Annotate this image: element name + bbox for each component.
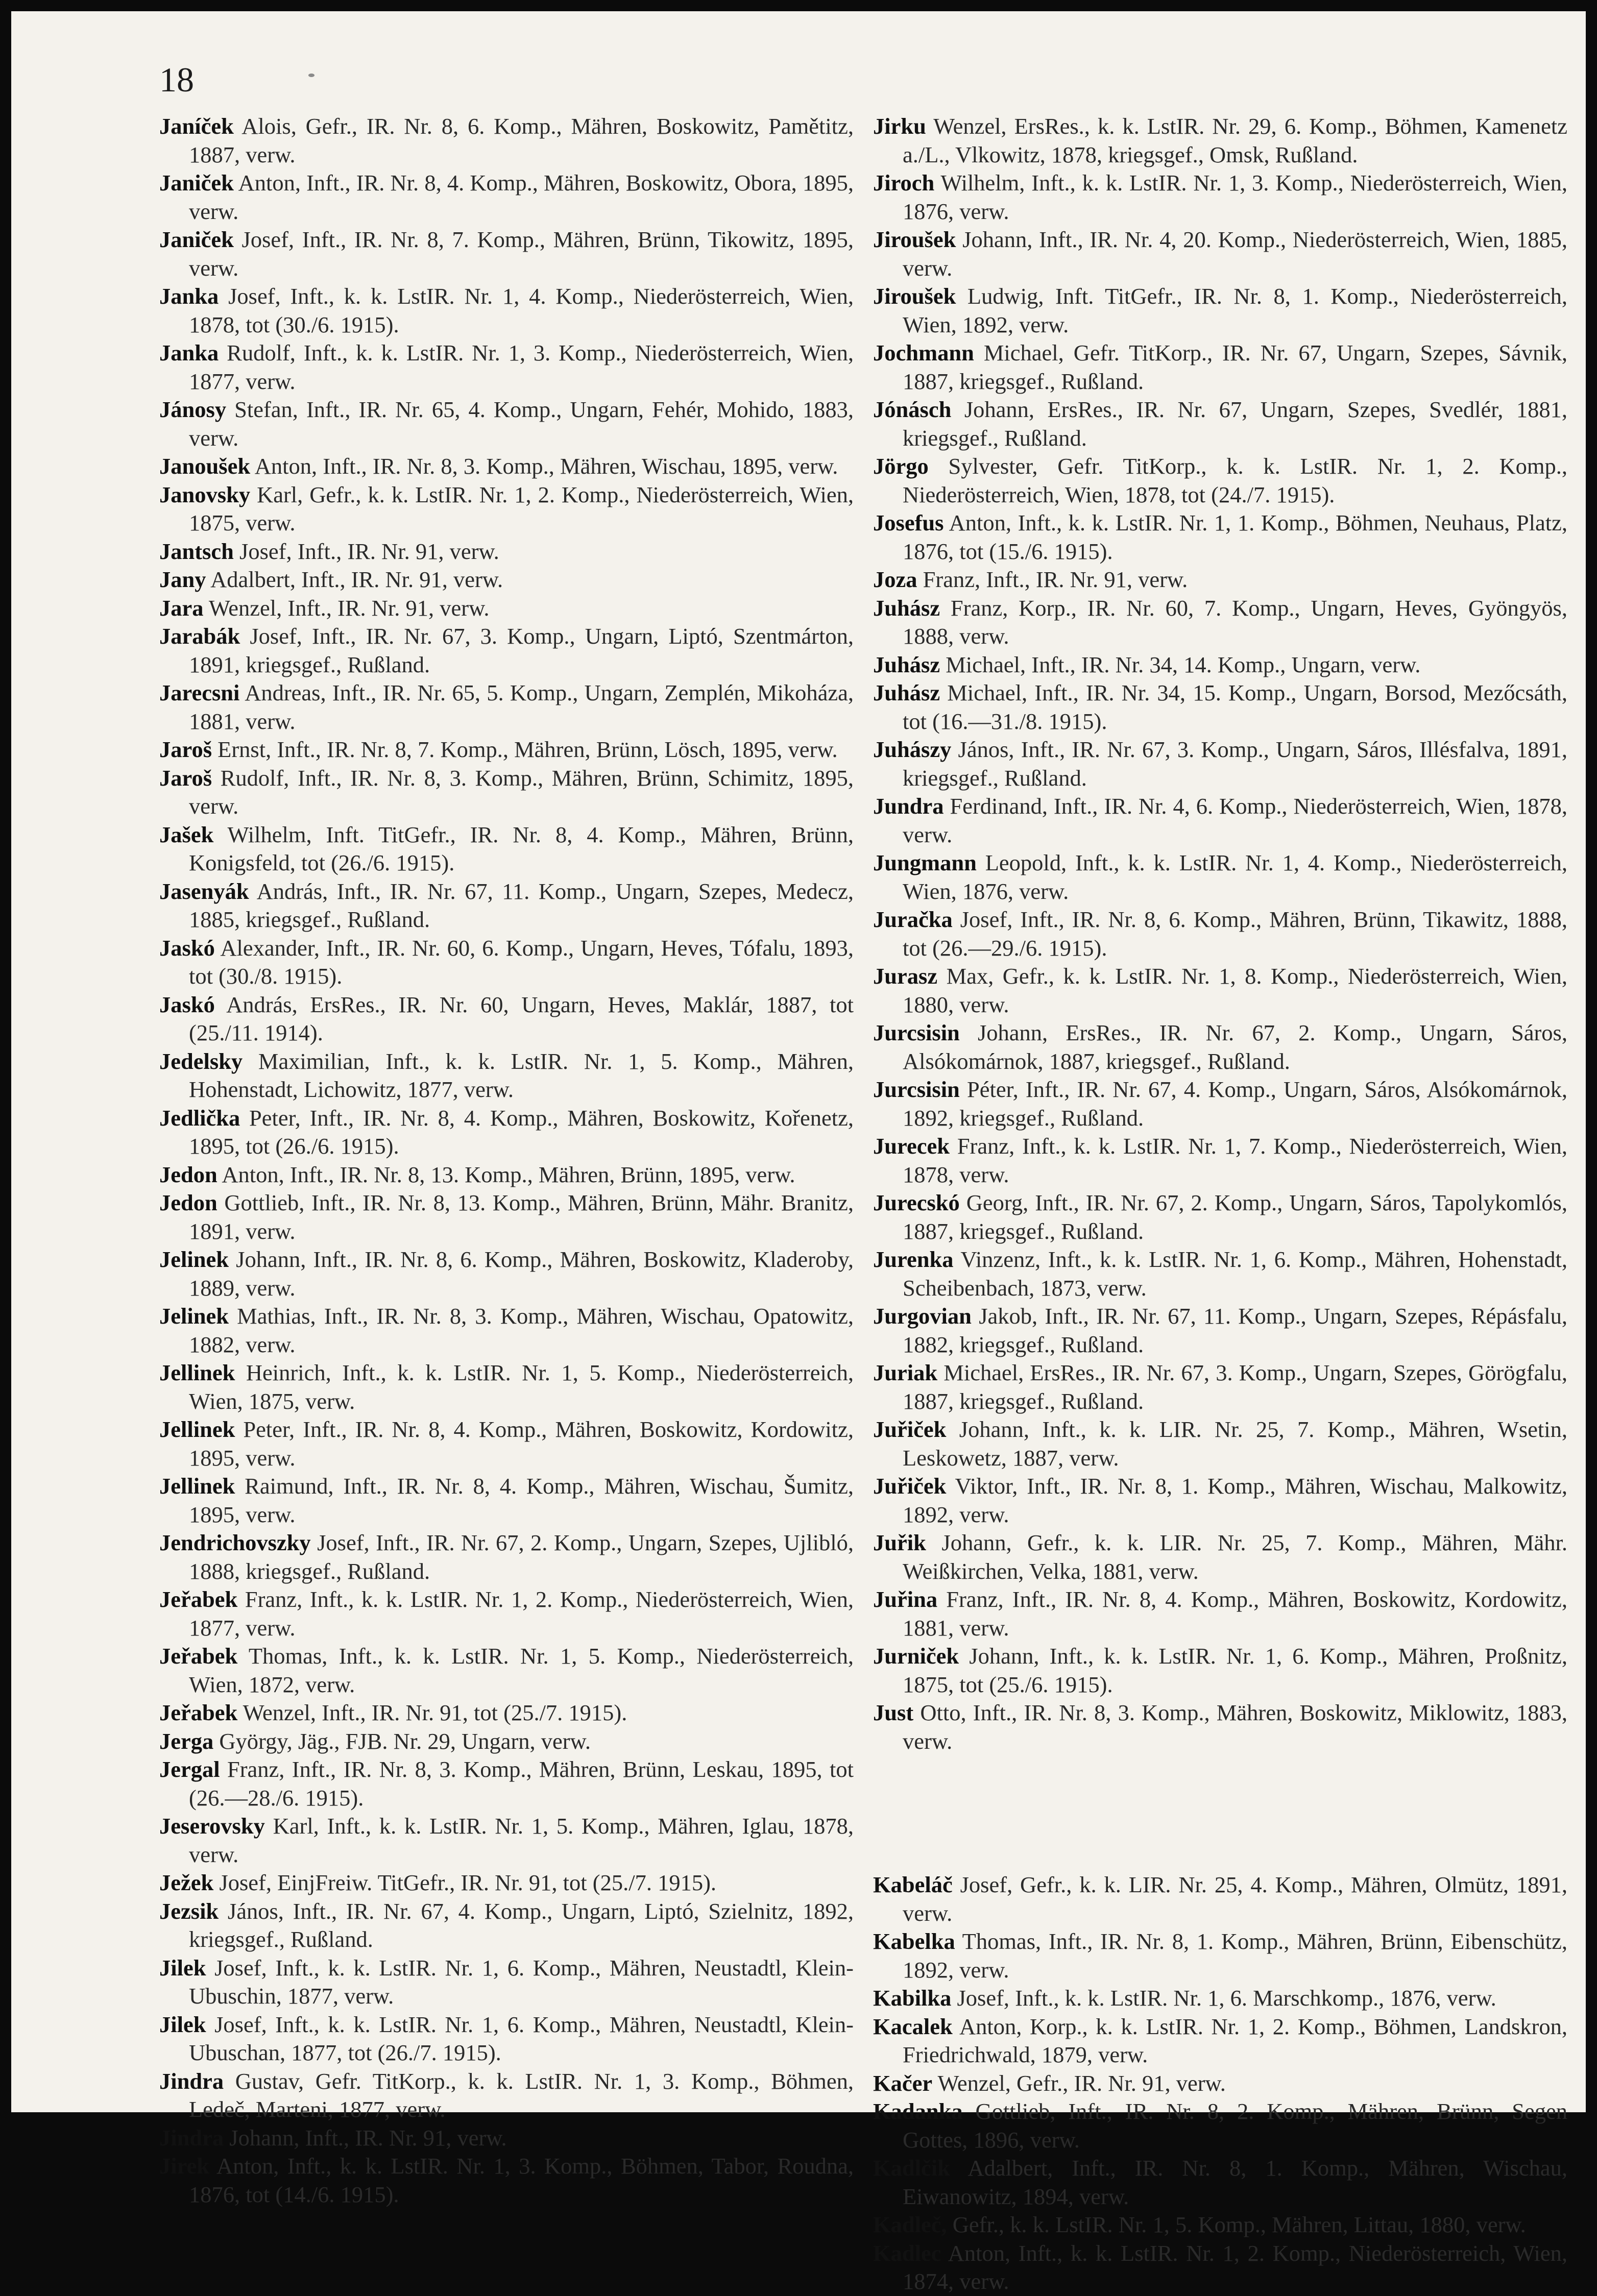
entry-surname: Jurenka <box>873 1247 954 1272</box>
list-item <box>159 1529 854 1585</box>
list-item <box>159 1812 854 1869</box>
list-item <box>159 1415 854 1472</box>
entry-surname: Jedelsky <box>159 1048 243 1074</box>
list-item <box>873 509 1567 566</box>
entry-surname: Jelinek <box>159 1247 229 1272</box>
list-item <box>873 452 1567 509</box>
list-item <box>159 282 854 339</box>
list-item <box>159 452 854 481</box>
entry-details: Heinrich, Inft., k. k. LstIR. Nr. 1, 5. Komp., Niederösterreich, Wien, 1875, verw. <box>189 1360 854 1414</box>
entry-surname: Janka <box>159 283 219 309</box>
entry-surname: Jedlička <box>159 1105 240 1131</box>
entry-details: András, Inft., IR. Nr. 67, 11. Komp., Ungarn, Szepes, Medecz, 1885, kriegsgef., Rußland. <box>189 878 854 932</box>
list-item <box>873 679 1567 736</box>
entry-details: Josef, Inft., k. k. LstIR. Nr. 1, 4. Komp., Niederösterreich, Wien, 1878, tot (30./6. 1915). <box>189 283 854 337</box>
entry-details: Viktor, Inft., IR. Nr. 8, 1. Komp., Mähren, Wischau, Malkowitz, 1892, verw. <box>903 1473 1567 1527</box>
list-item <box>159 1755 854 1812</box>
entry-details: Wenzel, Inft., IR. Nr. 91, verw. <box>208 595 490 621</box>
entry-details: Wilhelm, Inft., k. k. LstIR. Nr. 1, 3. Komp., Niederösterreich, Wien, 1876, verw. <box>903 170 1567 224</box>
document-page <box>11 11 1586 2294</box>
right-column <box>873 112 1567 2296</box>
list-item <box>873 1302 1567 1359</box>
entry-surname: Janíček <box>159 113 234 139</box>
list-item <box>159 1727 854 1756</box>
entry-surname: Juřina <box>873 1586 938 1612</box>
entry-details: Franz, Inft., k. k. LstIR. Nr. 1, 2. Komp., Niederösterreich, Wien, 1877, verw. <box>189 1586 854 1641</box>
list-item <box>159 736 854 764</box>
entry-surname: Jany <box>159 567 206 592</box>
entry-surname: Jilek <box>159 2011 206 2037</box>
entry-details: Anton, Inft., IR. Nr. 8, 13. Komp., Mähren, Brünn, 1895, verw. <box>222 1161 795 1187</box>
entry-surname: Jedon <box>159 1161 217 1187</box>
entry-surname: Kadleč, <box>873 2212 947 2237</box>
list-item <box>873 566 1567 594</box>
entry-surname: Jurecek <box>873 1133 950 1159</box>
entry-details: Sylvester, Gefr. TitKorp., k. k. LstIR. Nr. 1, 2. Komp., Niederösterreich, Wien, 1878, tot (24./7. 1915). <box>903 453 1568 507</box>
entry-details: Anton, Inft., k. k. LstIR. Nr. 1, 3. Komp., Böhmen, Tabor, Roudna, 1876, tot (14./6. 1915). <box>189 2153 854 2207</box>
entry-surname: Jiroušek <box>873 283 956 309</box>
entry-surname: Janovsky <box>159 481 251 507</box>
entry-surname: Kadlčik <box>873 2155 950 2181</box>
entry-surname: Jánosy <box>159 397 227 422</box>
list-item <box>159 481 854 538</box>
entry-surname: Jurasz <box>873 963 938 989</box>
entry-details: Michael, Inft., IR. Nr. 34, 15. Komp., Ungarn, Borsod, Mezőcsáth, tot (16.—31./8. 1915). <box>903 680 1568 734</box>
list-item <box>873 736 1567 792</box>
list-item <box>159 2124 854 2153</box>
entry-details: Wenzel, Inft., IR. Nr. 91, tot (25./7. 1915). <box>243 1700 627 1725</box>
entry-details: Otto, Inft., IR. Nr. 8, 3. Komp., Mähren, Boskowitz, Miklowitz, 1883, verw. <box>903 1700 1568 1754</box>
list-item <box>873 282 1567 339</box>
entry-details: Georg, Inft., IR. Nr. 67, 2. Komp., Ungarn, Sáros, Tapolykomlós, 1887, kriegsgef., Rußland. <box>903 1190 1568 1244</box>
section-gap <box>873 1755 1567 1871</box>
entry-surname: Jilek <box>159 1955 206 1981</box>
list-item <box>873 651 1567 679</box>
list-item <box>159 1472 854 1529</box>
entry-surname: Jezsik <box>159 1898 219 1924</box>
list-item <box>873 1699 1567 1755</box>
entry-details: Andreas, Inft., IR. Nr. 65, 5. Komp., Ungarn, Zemplén, Mikoháza, 1881, verw. <box>189 680 854 734</box>
entry-details: Péter, Inft., IR. Nr. 67, 4. Komp., Ungarn, Sáros, Alsókomárnok, 1892, kriegsgef., Rußland. <box>903 1077 1567 1131</box>
entry-details: Alexander, Inft., IR. Nr. 60, 6. Komp., Ungarn, Heves, Tófalu, 1893, tot (30./8. 1915). <box>189 935 854 989</box>
ink-speck <box>308 74 314 77</box>
list-item <box>873 396 1567 452</box>
list-item <box>159 169 854 226</box>
entry-surname: Jerga <box>159 1728 214 1754</box>
entry-details: Johann, Inft., IR. Nr. 4, 20. Komp., Niederösterreich, Wien, 1885, verw. <box>903 227 1567 281</box>
entry-details: Gefr., k. k. LstIR. Nr. 1, 5. Komp., Mähren, Littau, 1880, verw. <box>952 2212 1526 2237</box>
entry-details: Maximilian, Inft., k. k. LstIR. Nr. 1, 5. Komp., Mähren, Hohenstadt, Lichowitz, 1877, verw. <box>189 1048 854 1102</box>
entry-details: Johann, Gefr., k. k. LIR. Nr. 25, 7. Komp., Mähren, Mähr. Weißkirchen, Velka, 1881, verw. <box>903 1530 1568 1584</box>
entry-surname: Juračka <box>873 907 953 932</box>
entry-surname: Jarecsni <box>159 680 240 705</box>
entry-details: Peter, Inft., IR. Nr. 8, 4. Komp., Mähren, Boskowitz, Kořenetz, 1895, tot (26./6. 1915). <box>189 1105 854 1159</box>
entry-details: János, Inft., IR. Nr. 67, 4. Komp., Ungarn, Liptó, Szielnitz, 1892, kriegsgef., Rußland. <box>189 1898 854 1952</box>
entry-surname: Josefus <box>873 510 944 535</box>
entry-surname: Janiček <box>159 227 234 252</box>
list-item <box>159 821 854 877</box>
list-item <box>873 2013 1567 2069</box>
entry-details: Josef, Inft., k. k. LstIR. Nr. 1, 6. Komp., Mähren, Neustadtl, Klein-Ubuschin, 1877, verw. <box>189 1955 854 2009</box>
entry-details: Josef, Inft., IR. Nr. 67, 3. Komp., Ungarn, Liptó, Szentmárton, 1891, kriegsgef., Rußland. <box>189 623 854 677</box>
entry-details: Anton, Inft., k. k. LstIR. Nr. 1, 1. Komp., Böhmen, Neuhaus, Platz, 1876, tot (15./6. 1915). <box>903 510 1567 564</box>
entry-surname: Jendrichovszky <box>159 1530 311 1555</box>
entry-details: Karl, Inft., k. k. LstIR. Nr. 1, 5. Komp., Mähren, Iglau, 1878, verw. <box>189 1813 854 1867</box>
list-item <box>873 2069 1567 2098</box>
entry-details: Johann, Inft., IR. Nr. 8, 6. Komp., Mähren, Boskowitz, Kladeroby, 1889, verw. <box>189 1247 854 1301</box>
entry-surname: Juriak <box>873 1360 938 1385</box>
entry-surname: Kabilka <box>873 1985 952 2011</box>
list-item <box>873 1019 1567 1076</box>
entry-details: György, Jäg., FJB. Nr. 29, Ungarn, verw. <box>219 1728 591 1754</box>
section-j-continued <box>873 112 1567 1755</box>
entry-details: Anton, Inft., IR. Nr. 8, 3. Komp., Mähren, Wischau, 1895, verw. <box>254 453 838 479</box>
entry-details: András, ErsRes., IR. Nr. 60, Ungarn, Heves, Maklár, 1887, tot (25./11. 1914). <box>189 991 854 1045</box>
page-number: 18 <box>159 60 194 99</box>
list-item <box>873 112 1567 169</box>
entry-surname: Joza <box>873 567 917 592</box>
entry-surname: Jelinek <box>159 1303 229 1329</box>
entry-surname: Jindra <box>159 2124 224 2151</box>
list-item <box>873 2097 1567 2154</box>
entry-details: Rudolf, Inft., k. k. LstIR. Nr. 1, 3. Komp., Niederösterreich, Wien, 1877, verw. <box>189 340 854 394</box>
entry-details: Gottlieb, Inft., IR. Nr. 8, 13. Komp., Mähren, Brünn, Mähr. Branitz, 1891, verw. <box>189 1190 854 1244</box>
list-item <box>159 934 854 991</box>
list-item <box>159 991 854 1047</box>
list-item <box>159 764 854 821</box>
list-item <box>873 792 1567 849</box>
list-item <box>159 1642 854 1699</box>
list-item <box>159 226 854 282</box>
entry-details: Wenzel, ErsRes., k. k. LstIR. Nr. 29, 6. Komp., Böhmen, Kamenetz a./L., Vlkowitz, 1878, kriegsgef., Omsk, Rußland. <box>903 113 1567 167</box>
list-item <box>873 962 1567 1019</box>
entry-surname: Jeřabek <box>159 1586 238 1612</box>
entry-surname: Jeřabek <box>159 1700 238 1725</box>
list-item <box>159 396 854 452</box>
entry-details: Anton, Korp., k. k. LstIR. Nr. 1, 2. Komp., Böhmen, Landskron, Friedrichwald, 1879, verw. <box>903 2013 1568 2067</box>
entry-surname: Juřik <box>873 1530 926 1555</box>
entry-surname: Jochmann <box>873 340 974 365</box>
entry-surname: Jaskó <box>159 991 215 1017</box>
list-item <box>159 2067 854 2124</box>
entry-surname: Jergal <box>159 1756 220 1782</box>
entry-details: Peter, Inft., IR. Nr. 8, 4. Komp., Mähren, Boskowitz, Kordowitz, 1895, verw. <box>189 1416 854 1471</box>
entry-surname: Jasenyák <box>159 878 249 904</box>
entry-surname: Jirku <box>873 113 926 139</box>
entry-details: Anton, Inft., k. k. LstIR. Nr. 1, 2. Komp., Niederösterreich, Wien, 1874, verw. <box>903 2240 1568 2294</box>
entry-details: Johann, ErsRes., IR. Nr. 67, Ungarn, Szepes, Svedlér, 1881, kriegsgef., Rußland. <box>903 397 1567 451</box>
entry-details: Josef, Inft., IR. Nr. 8, 7. Komp., Mähren, Brünn, Tikowitz, 1895, verw. <box>189 227 854 281</box>
entry-details: Josef, Gefr., k. k. LIR. Nr. 25, 4. Komp., Mähren, Olmütz, 1891, verw. <box>903 1872 1568 1926</box>
list-item <box>159 594 854 623</box>
list-item <box>873 169 1567 226</box>
list-item <box>873 1871 1567 1927</box>
entry-details: Ernst, Inft., IR. Nr. 8, 7. Komp., Mähren, Brünn, Lösch, 1895, verw. <box>217 737 838 762</box>
list-item <box>873 1189 1567 1245</box>
entry-surname: Janiček <box>159 170 234 196</box>
list-item <box>873 1245 1567 1302</box>
entry-surname: Juhász <box>873 651 940 677</box>
entry-details: Alois, Gefr., IR. Nr. 8, 6. Komp., Mähren, Boskowitz, Pamětitz, 1887, verw. <box>189 113 854 167</box>
entry-details: Franz, Korp., IR. Nr. 60, 7. Komp., Ungarn, Heves, Gyöngyös, 1888, verw. <box>903 595 1567 649</box>
entry-details: Vinzenz, Inft., k. k. LstIR. Nr. 1, 6. Komp., Mähren, Hohenstadt, Scheibenbach, 1873, verw. <box>903 1247 1567 1301</box>
list-item <box>873 1359 1567 1415</box>
entry-surname: Jiroch <box>873 170 935 196</box>
entry-details: Wenzel, Gefr., IR. Nr. 91, verw. <box>937 2070 1226 2096</box>
entry-surname: Jirek <box>159 2153 210 2179</box>
entry-details: Josef, EinjFreiw. TitGefr., IR. Nr. 91, tot (25./7. 1915). <box>219 1870 717 1895</box>
entry-surname: Juřiček <box>873 1416 947 1442</box>
entry-surname: Jurcsisin <box>873 1020 960 1045</box>
list-item <box>159 679 854 736</box>
entry-surname: Jaroš <box>159 737 212 762</box>
entry-surname: Jellinek <box>159 1473 235 1499</box>
entry-details: Adalbert, Inft., IR. Nr. 91, verw. <box>210 567 503 592</box>
list-item <box>159 1699 854 1727</box>
list-item <box>159 566 854 594</box>
entry-details: Franz, Inft., IR. Nr. 8, 3. Komp., Mähren, Brünn, Leskau, 1895, tot (26.—28./6. 1915). <box>189 1756 854 1811</box>
entry-surname: Jarabák <box>159 623 240 649</box>
entry-details: Thomas, Inft., IR. Nr. 8, 1. Komp., Mähren, Brünn, Eibenschütz, 1892, verw. <box>903 1928 1567 1983</box>
entry-details: Johann, Inft., k. k. LstIR. Nr. 1, 6. Komp., Mähren, Proßnitz, 1875, tot (25./6. 1915). <box>903 1643 1568 1697</box>
list-item <box>873 594 1567 651</box>
list-item <box>873 2154 1567 2211</box>
list-item <box>159 877 854 934</box>
list-item <box>159 1245 854 1302</box>
entry-surname: Jurecskó <box>873 1190 960 1215</box>
entry-details: Adalbert, Inft., IR. Nr. 8, 1. Komp., Mähren, Wischau, Eiwanowitz, 1894, verw. <box>903 2155 1567 2209</box>
entry-surname: Juhászy <box>873 737 952 762</box>
entry-surname: Jaskó <box>159 935 215 961</box>
list-item <box>873 849 1567 906</box>
entry-surname: Jindra <box>159 2068 224 2094</box>
list-item <box>159 1161 854 1189</box>
entry-details: Leopold, Inft., k. k. LstIR. Nr. 1, 4. Komp., Niederösterreich, Wien, 1876, verw. <box>903 850 1568 904</box>
list-item <box>159 538 854 566</box>
entry-surname: Jaroš <box>159 765 212 791</box>
entry-details: Wilhelm, Inft. TitGefr., IR. Nr. 8, 4. Komp., Mähren, Brünn, Konigsfeld, tot (26./6. 1915). <box>189 821 854 875</box>
list-item <box>873 339 1567 396</box>
entry-surname: Ježek <box>159 1870 214 1895</box>
entry-details: Josef, Inft., k. k. LstIR. Nr. 1, 6. Komp., Mähren, Neustadtl, Klein-Ubuschan, 1877, tot (26./7. 1915). <box>189 2011 854 2065</box>
entry-details: Ferdinand, Inft., IR. Nr. 4, 6. Komp., Niederösterreich, Wien, 1878, verw. <box>903 793 1567 847</box>
list-item <box>159 1047 854 1104</box>
entry-details: Johann, Inft., IR. Nr. 91, verw. <box>229 2124 507 2151</box>
entry-surname: Kačer <box>873 2070 933 2096</box>
entry-surname: Jörgo <box>873 453 929 479</box>
list-item <box>159 1359 854 1415</box>
section-k <box>873 1871 1567 2296</box>
list-item <box>873 1927 1567 1984</box>
entry-surname: Jurcsisin <box>873 1077 960 1102</box>
list-item <box>873 1984 1567 2013</box>
entry-surname: Jedon <box>159 1190 217 1215</box>
entry-details: Ludwig, Inft. TitGefr., IR. Nr. 8, 1. Komp., Niederösterreich, Wien, 1892, verw. <box>903 283 1568 337</box>
entry-surname: Kacalek <box>873 2013 953 2039</box>
entry-details: Gottlieb, Inft., IR. Nr. 8, 2. Komp., Mähren, Brünn, Segen Gottes, 1896, verw. <box>903 2098 1568 2153</box>
entry-details: Michael, Gefr. TitKorp., IR. Nr. 67, Ungarn, Szepes, Sávnik, 1887, kriegsgef., Rußland. <box>903 340 1567 394</box>
list-item <box>159 1104 854 1161</box>
list-item <box>159 1954 854 2011</box>
entry-surname: Juřiček <box>873 1473 947 1499</box>
entry-details: Michael, Inft., IR. Nr. 34, 14. Komp., Ungarn, verw. <box>946 651 1421 677</box>
entry-details: Josef, Inft., IR. Nr. 67, 2. Komp., Ungarn, Szepes, Ujlibló, 1888, kriegsgef., Rußland. <box>189 1530 854 1584</box>
entry-details: Karl, Gefr., k. k. LstIR. Nr. 1, 2. Komp., Niederösterreich, Wien, 1875, verw. <box>189 481 854 535</box>
entry-details: Stefan, Inft., IR. Nr. 65, 4. Komp., Ungarn, Fehér, Mohido, 1883, verw. <box>189 397 854 451</box>
entry-surname: Kadlec <box>873 2240 941 2266</box>
list-item <box>873 906 1567 962</box>
entry-details: Josef, Inft., IR. Nr. 91, verw. <box>239 538 499 564</box>
entry-surname: Just <box>873 1700 914 1725</box>
entry-details: Raimund, Inft., IR. Nr. 8, 4. Komp., Mähren, Wischau, Šumitz, 1895, verw. <box>189 1473 854 1527</box>
list-item <box>873 2239 1567 2296</box>
entry-details: Mathias, Inft., IR. Nr. 8, 3. Komp., Mähren, Wischau, Opatowitz, 1882, verw. <box>189 1303 854 1357</box>
entry-surname: Jeřabek <box>159 1643 238 1669</box>
entry-details: Franz, Inft., k. k. LstIR. Nr. 1, 7. Komp., Niederösterreich, Wien, 1878, verw. <box>903 1133 1567 1187</box>
list-item <box>159 1897 854 1954</box>
entry-surname: Jellinek <box>159 1416 235 1442</box>
entry-details: Thomas, Inft., k. k. LstIR. Nr. 1, 5. Komp., Niederösterreich, Wien, 1872, verw. <box>189 1643 854 1697</box>
entry-details: Max, Gefr., k. k. LstIR. Nr. 1, 8. Komp., Niederösterreich, Wien, 1880, verw. <box>903 963 1568 1017</box>
list-item <box>873 1132 1567 1189</box>
entry-details: János, Inft., IR. Nr. 67, 3. Komp., Ungarn, Sáros, Illésfalva, 1891, kriegsgef., Rußland. <box>903 737 1568 791</box>
list-item <box>159 2011 854 2067</box>
list-item <box>159 1189 854 1245</box>
entry-surname: Kabelka <box>873 1928 955 1954</box>
entry-surname: Juhász <box>873 595 940 621</box>
entry-surname: Jašek <box>159 821 214 847</box>
entry-surname: Janoušek <box>159 453 251 479</box>
list-item <box>159 622 854 679</box>
list-item <box>159 1302 854 1359</box>
entry-surname: Jónásch <box>873 397 952 422</box>
entry-surname: Kabeláč <box>873 1872 953 1897</box>
entry-surname: Jara <box>159 595 204 621</box>
list-item <box>873 1642 1567 1699</box>
entry-surname: Kadanka <box>873 2098 963 2124</box>
entry-surname: Janka <box>159 340 219 365</box>
entry-details: Josef, Inft., IR. Nr. 8, 6. Komp., Mähren, Brünn, Tikawitz, 1888, tot (26.—29./6. 1915). <box>903 907 1568 961</box>
list-item <box>873 1415 1567 1472</box>
entry-surname: Jantsch <box>159 538 234 564</box>
entry-details: Josef, Inft., k. k. LstIR. Nr. 1, 6. Marschkomp., 1876, verw. <box>957 1985 1496 2011</box>
list-item <box>159 1869 854 1897</box>
entry-details: Jakob, Inft., IR. Nr. 67, 11. Komp., Ungarn, Szepes, Répásfalu, 1882, kriegsgef., Rußland. <box>903 1303 1568 1357</box>
list-item <box>873 2211 1567 2239</box>
entry-details: Johann, ErsRes., IR. Nr. 67, 2. Komp., Ungarn, Sáros, Alsókomárnok, 1887, kriegsgef., Rußland. <box>903 1020 1568 1074</box>
entry-details: Johann, Inft., k. k. LIR. Nr. 25, 7. Komp., Mähren, Wsetin, Leskowetz, 1887, verw. <box>903 1416 1568 1471</box>
list-item <box>873 1472 1567 1529</box>
entry-details: Franz, Inft., IR. Nr. 91, verw. <box>923 567 1188 592</box>
entry-surname: Jurniček <box>873 1643 959 1669</box>
list-item <box>873 1076 1567 1132</box>
entry-details: Franz, Inft., IR. Nr. 8, 4. Komp., Mähren, Boskowitz, Kordowitz, 1881, verw. <box>903 1586 1567 1641</box>
left-column <box>159 112 854 2209</box>
list-item <box>873 1529 1567 1585</box>
list-item <box>873 1585 1567 1642</box>
list-item <box>159 1585 854 1642</box>
entry-details: Anton, Inft., IR. Nr. 8, 4. Komp., Mähren, Boskowitz, Obora, 1895, verw. <box>189 170 854 224</box>
entry-surname: Jungmann <box>873 850 977 875</box>
entry-surname: Jundra <box>873 793 944 819</box>
entry-surname: Jiroušek <box>873 227 956 252</box>
entry-details: Gustav, Gefr. TitKorp., k. k. LstIR. Nr. 1, 3. Komp., Böhmen, Ledeč, Marteni, 1877, verw. <box>189 2068 854 2122</box>
list-item <box>873 226 1567 282</box>
list-item <box>159 112 854 169</box>
entry-surname: Jurgovian <box>873 1303 972 1329</box>
entry-surname: Juhász <box>873 680 940 705</box>
list-item <box>159 339 854 396</box>
list-item <box>159 2152 854 2209</box>
entry-details: Rudolf, Inft., IR. Nr. 8, 3. Komp., Mähren, Brünn, Schimitz, 1895, verw. <box>189 765 854 819</box>
entry-details: Michael, ErsRes., IR. Nr. 67, 3. Komp., Ungarn, Szepes, Görögfalu, 1887, kriegsgef., Rußland. <box>903 1360 1567 1414</box>
entry-surname: Jellinek <box>159 1360 235 1385</box>
entry-surname: Jeserovsky <box>159 1813 265 1839</box>
